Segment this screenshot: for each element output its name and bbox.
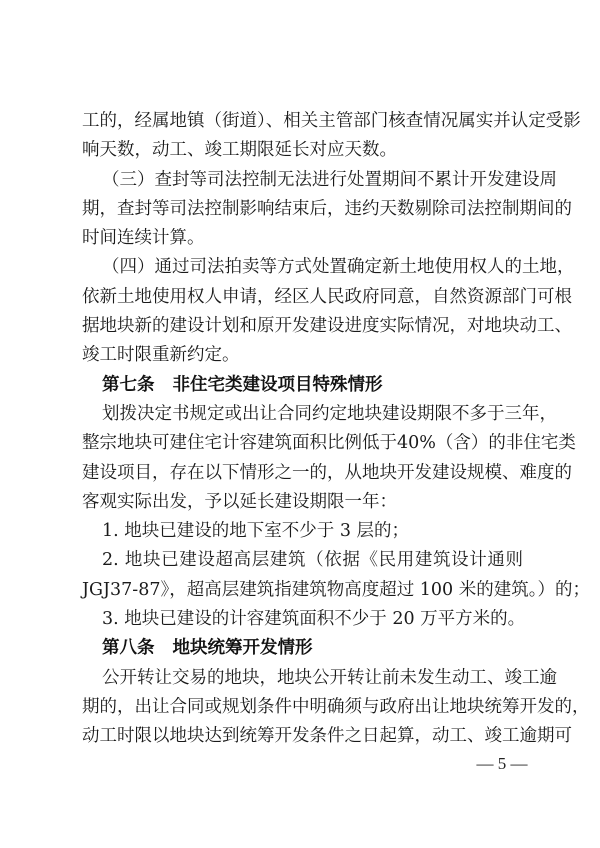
- paragraph-line: 工的，经属地镇（街道）、相关主管部门核查情况属实并认定受影: [82, 111, 581, 131]
- paragraph-line: 建设项目，存在以下情形之一的，从地块开发建设规模、难度的: [82, 462, 572, 483]
- paragraph-line: 期，查封等司法控制影响结束后，违约天数剔除司法控制期间的: [82, 198, 572, 219]
- paragraph-line: 划拨决定书规定或出让合同约定地块建设期限不多于三年，: [102, 403, 557, 424]
- article-number: 第八条: [102, 638, 155, 659]
- article-7-heading: [82, 371, 523, 400]
- paragraph-line: （三）查封等司法控制无法进行处置期间不累计开发建设周: [102, 169, 557, 190]
- paragraph-line: 客观实际出发，予以延长建设期限一年：: [82, 491, 397, 512]
- paragraph-line: 竣工时限重新约定。: [82, 345, 240, 366]
- article-title: 非住宅类建设项目特殊情形: [172, 374, 383, 395]
- list-item-continuation: JGJ37-87》，超高层建筑指建筑物高度超过 100 米的建筑。）的；: [82, 579, 590, 600]
- page-number: — 5 —: [476, 754, 528, 773]
- list-item: 1. 地块已建设的地下室不少于 3 层的；: [102, 521, 410, 542]
- paragraph-line: （四）通过司法拍卖等方式处置确定新土地使用权人的土地，: [102, 257, 575, 278]
- paragraph-line: 依新土地使用权人申请，经区人民政府同意，自然资源部门可根: [82, 286, 572, 307]
- document-body: [82, 107, 590, 752]
- article-8-heading: [82, 634, 523, 663]
- paragraph-line: 期的，出让合同或规划条件中明确须与政府出让地块统筹开发的，: [82, 696, 590, 717]
- article-number: 第七条: [102, 374, 155, 395]
- paragraph-line: 响天数，动工、竣工期限延长对应天数。: [82, 140, 397, 161]
- paragraph-line: 公开转让交易的地块，地块公开转让前未发生动工、竣工逾: [102, 667, 557, 688]
- list-item: 3. 地块已建设的计容建筑面积不少于 20 万平方米的。: [102, 609, 526, 630]
- article-title: 地块统筹开发情形: [172, 638, 313, 659]
- paragraph-line: 动工时限以地块达到统筹开发条件之日起算，动工、竣工逾期可: [82, 726, 572, 747]
- paragraph-line: 据地块新的建设计划和原开发建设进度实际情况，对地块动工、: [82, 316, 572, 337]
- list-item: 2. 地块已建设超高层建筑（依据《民用建筑设计通则: [102, 550, 523, 571]
- paragraph-line: 时间连续计算。: [82, 228, 205, 249]
- paragraph-line: 整宗地块可建住宅计容建筑面积比例低于40%（含）的非住宅类: [82, 433, 576, 454]
